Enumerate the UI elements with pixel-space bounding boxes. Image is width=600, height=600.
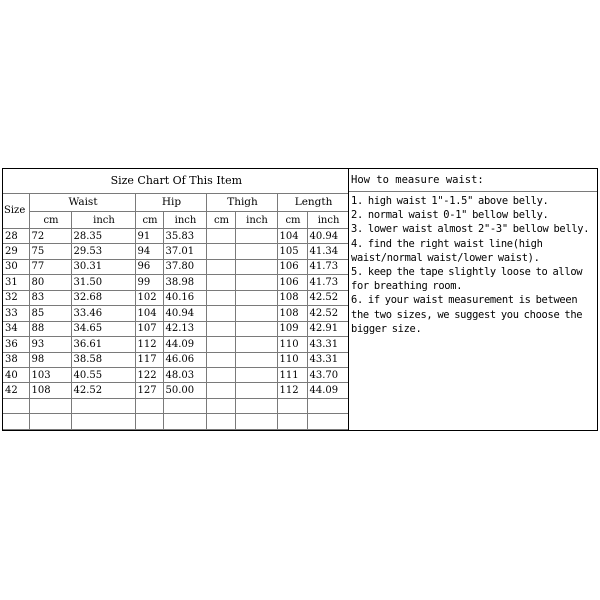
hip-inch-cell: 44.09 — [163, 337, 206, 352]
empty-row — [3, 414, 348, 430]
empty-cell — [135, 414, 163, 430]
size-cell: 29 — [3, 244, 29, 259]
measure-tips — [349, 192, 597, 336]
waist-cm-cell: 77 — [29, 259, 71, 274]
waist-inch-cell: 33.46 — [71, 306, 135, 321]
empty-cell — [235, 414, 277, 430]
hip-cm-cell: 94 — [135, 244, 163, 259]
waist-cm-cell: 93 — [29, 337, 71, 352]
hip-cm-cell: 96 — [135, 259, 163, 274]
length-inch-cell: 42.52 — [307, 290, 348, 305]
measure-instructions — [348, 169, 597, 430]
hip-cm-cell: 117 — [135, 352, 163, 367]
hip-cm-cell: 112 — [135, 337, 163, 352]
thigh-inch-cell — [235, 368, 277, 383]
length-cm-cell: 106 — [277, 275, 307, 290]
thigh-header: Thigh — [206, 193, 277, 212]
waist-inch-cell: 42.52 — [71, 383, 135, 398]
thigh-inch-cell — [235, 259, 277, 274]
table-row — [3, 383, 348, 398]
empty-cell — [71, 414, 135, 430]
waist-cm-cell: 88 — [29, 321, 71, 336]
thigh-cm-header: cm — [206, 212, 235, 229]
hip-cm-cell: 99 — [135, 275, 163, 290]
length-cm-cell: 108 — [277, 290, 307, 305]
empty-cell — [206, 398, 235, 413]
size-cell: 40 — [3, 368, 29, 383]
table-row — [3, 244, 348, 259]
waist-inch-cell: 40.55 — [71, 368, 135, 383]
hip-inch-cell: 46.06 — [163, 352, 206, 367]
waist-cm-cell: 83 — [29, 290, 71, 305]
thigh-cm-cell — [206, 352, 235, 367]
waist-inch-header: inch — [71, 212, 135, 229]
length-cm-cell: 108 — [277, 306, 307, 321]
thigh-inch-cell — [235, 275, 277, 290]
length-inch-cell: 44.09 — [307, 383, 348, 398]
hip-inch-cell: 35.83 — [163, 228, 206, 243]
hip-cm-cell: 127 — [135, 383, 163, 398]
empty-cell — [307, 398, 348, 413]
waist-cm-cell: 103 — [29, 368, 71, 383]
empty-row — [3, 398, 348, 413]
size-cell: 28 — [3, 228, 29, 243]
measure-tip: 5. keep the tape slightly loose to allow for breathing room. — [351, 266, 583, 293]
hip-inch-cell: 42.13 — [163, 321, 206, 336]
hip-inch-cell: 48.03 — [163, 368, 206, 383]
length-header: Length — [277, 193, 348, 212]
table-row — [3, 290, 348, 305]
empty-cell — [307, 414, 348, 430]
waist-inch-cell: 28.35 — [71, 228, 135, 243]
thigh-cm-cell — [206, 290, 235, 305]
hip-cm-header: cm — [135, 212, 163, 229]
waist-inch-cell: 32.68 — [71, 290, 135, 305]
waist-cm-cell: 85 — [29, 306, 71, 321]
empty-cell — [206, 414, 235, 430]
waist-inch-cell: 31.50 — [71, 275, 135, 290]
hip-inch-header: inch — [163, 212, 206, 229]
length-inch-cell: 41.73 — [307, 259, 348, 274]
empty-cell — [235, 398, 277, 413]
hip-inch-cell: 40.16 — [163, 290, 206, 305]
size-cell: 38 — [3, 352, 29, 367]
thigh-inch-cell — [235, 290, 277, 305]
waist-inch-cell: 34.65 — [71, 321, 135, 336]
waist-cm-cell: 108 — [29, 383, 71, 398]
size-cell: 42 — [3, 383, 29, 398]
table-row — [3, 259, 348, 274]
waist-cm-cell: 72 — [29, 228, 71, 243]
thigh-cm-cell — [206, 368, 235, 383]
size-chart — [2, 168, 598, 431]
size-column-header: Size — [3, 193, 29, 228]
hip-cm-cell: 122 — [135, 368, 163, 383]
size-table — [3, 169, 349, 430]
empty-cell — [163, 398, 206, 413]
waist-cm-cell: 98 — [29, 352, 71, 367]
hip-cm-cell: 104 — [135, 306, 163, 321]
length-inch-cell: 42.91 — [307, 321, 348, 336]
table-row — [3, 275, 348, 290]
measure-tip: 6. if your waist measurement is between the two sizes, we suggest you choose the bigger size. — [351, 294, 583, 335]
empty-cell — [29, 398, 71, 413]
thigh-cm-cell — [206, 244, 235, 259]
table-row — [3, 321, 348, 336]
hip-inch-cell: 38.98 — [163, 275, 206, 290]
table-row — [3, 337, 348, 352]
waist-header: Waist — [29, 193, 135, 212]
waist-inch-cell: 29.53 — [71, 244, 135, 259]
measure-tip: 3. lower waist almost 2"-3" bellow belly. 4. find the right waist line(high waist/normal waist/lower waist). — [351, 223, 590, 264]
length-inch-cell: 43.70 — [307, 368, 348, 383]
waist-cm-cell: 80 — [29, 275, 71, 290]
size-cell: 30 — [3, 259, 29, 274]
thigh-cm-cell — [206, 306, 235, 321]
thigh-inch-header: inch — [235, 212, 277, 229]
hip-inch-cell: 37.01 — [163, 244, 206, 259]
length-cm-cell: 111 — [277, 368, 307, 383]
hip-cm-cell: 107 — [135, 321, 163, 336]
hip-header: Hip — [135, 193, 206, 212]
thigh-inch-cell — [235, 306, 277, 321]
table-row — [3, 352, 348, 367]
length-cm-cell: 110 — [277, 337, 307, 352]
hip-cm-cell: 91 — [135, 228, 163, 243]
empty-cell — [277, 414, 307, 430]
table-row — [3, 228, 348, 243]
table-row — [3, 368, 348, 383]
thigh-inch-cell — [235, 228, 277, 243]
thigh-inch-cell — [235, 383, 277, 398]
waist-inch-cell: 38.58 — [71, 352, 135, 367]
waist-inch-cell: 30.31 — [71, 259, 135, 274]
length-inch-cell: 42.52 — [307, 306, 348, 321]
length-inch-cell: 41.34 — [307, 244, 348, 259]
hip-inch-cell: 40.94 — [163, 306, 206, 321]
length-inch-cell: 43.31 — [307, 352, 348, 367]
measure-tip: 1. high waist 1"-1.5" above belly. — [351, 195, 549, 207]
length-inch-cell: 41.73 — [307, 275, 348, 290]
empty-cell — [277, 398, 307, 413]
thigh-inch-cell — [235, 352, 277, 367]
length-cm-cell: 110 — [277, 352, 307, 367]
length-cm-cell: 112 — [277, 383, 307, 398]
length-inch-cell: 43.31 — [307, 337, 348, 352]
thigh-inch-cell — [235, 321, 277, 336]
thigh-inch-cell — [235, 244, 277, 259]
empty-cell — [3, 414, 29, 430]
length-cm-header: cm — [277, 212, 307, 229]
length-cm-cell: 104 — [277, 228, 307, 243]
size-cell: 36 — [3, 337, 29, 352]
waist-cm-header: cm — [29, 212, 71, 229]
thigh-inch-cell — [235, 337, 277, 352]
thigh-cm-cell — [206, 321, 235, 336]
empty-cell — [29, 414, 71, 430]
length-cm-cell: 109 — [277, 321, 307, 336]
hip-cm-cell: 102 — [135, 290, 163, 305]
table-title: Size Chart Of This Item — [3, 169, 348, 193]
measure-title: How to measure waist: — [349, 169, 597, 192]
thigh-cm-cell — [206, 259, 235, 274]
length-inch-cell: 40.94 — [307, 228, 348, 243]
thigh-cm-cell — [206, 337, 235, 352]
empty-cell — [163, 414, 206, 430]
size-cell: 33 — [3, 306, 29, 321]
waist-inch-cell: 36.61 — [71, 337, 135, 352]
hip-inch-cell: 50.00 — [163, 383, 206, 398]
hip-inch-cell: 37.80 — [163, 259, 206, 274]
empty-cell — [3, 398, 29, 413]
waist-cm-cell: 75 — [29, 244, 71, 259]
empty-cell — [71, 398, 135, 413]
thigh-cm-cell — [206, 275, 235, 290]
empty-cell — [135, 398, 163, 413]
length-cm-cell: 105 — [277, 244, 307, 259]
size-cell: 31 — [3, 275, 29, 290]
length-cm-cell: 106 — [277, 259, 307, 274]
table-row — [3, 306, 348, 321]
size-cell: 32 — [3, 290, 29, 305]
measure-tip: 2. normal waist 0-1" bellow belly. — [351, 209, 549, 222]
thigh-cm-cell — [206, 228, 235, 243]
length-inch-header: inch — [307, 212, 348, 229]
size-cell: 34 — [3, 321, 29, 336]
thigh-cm-cell — [206, 383, 235, 398]
